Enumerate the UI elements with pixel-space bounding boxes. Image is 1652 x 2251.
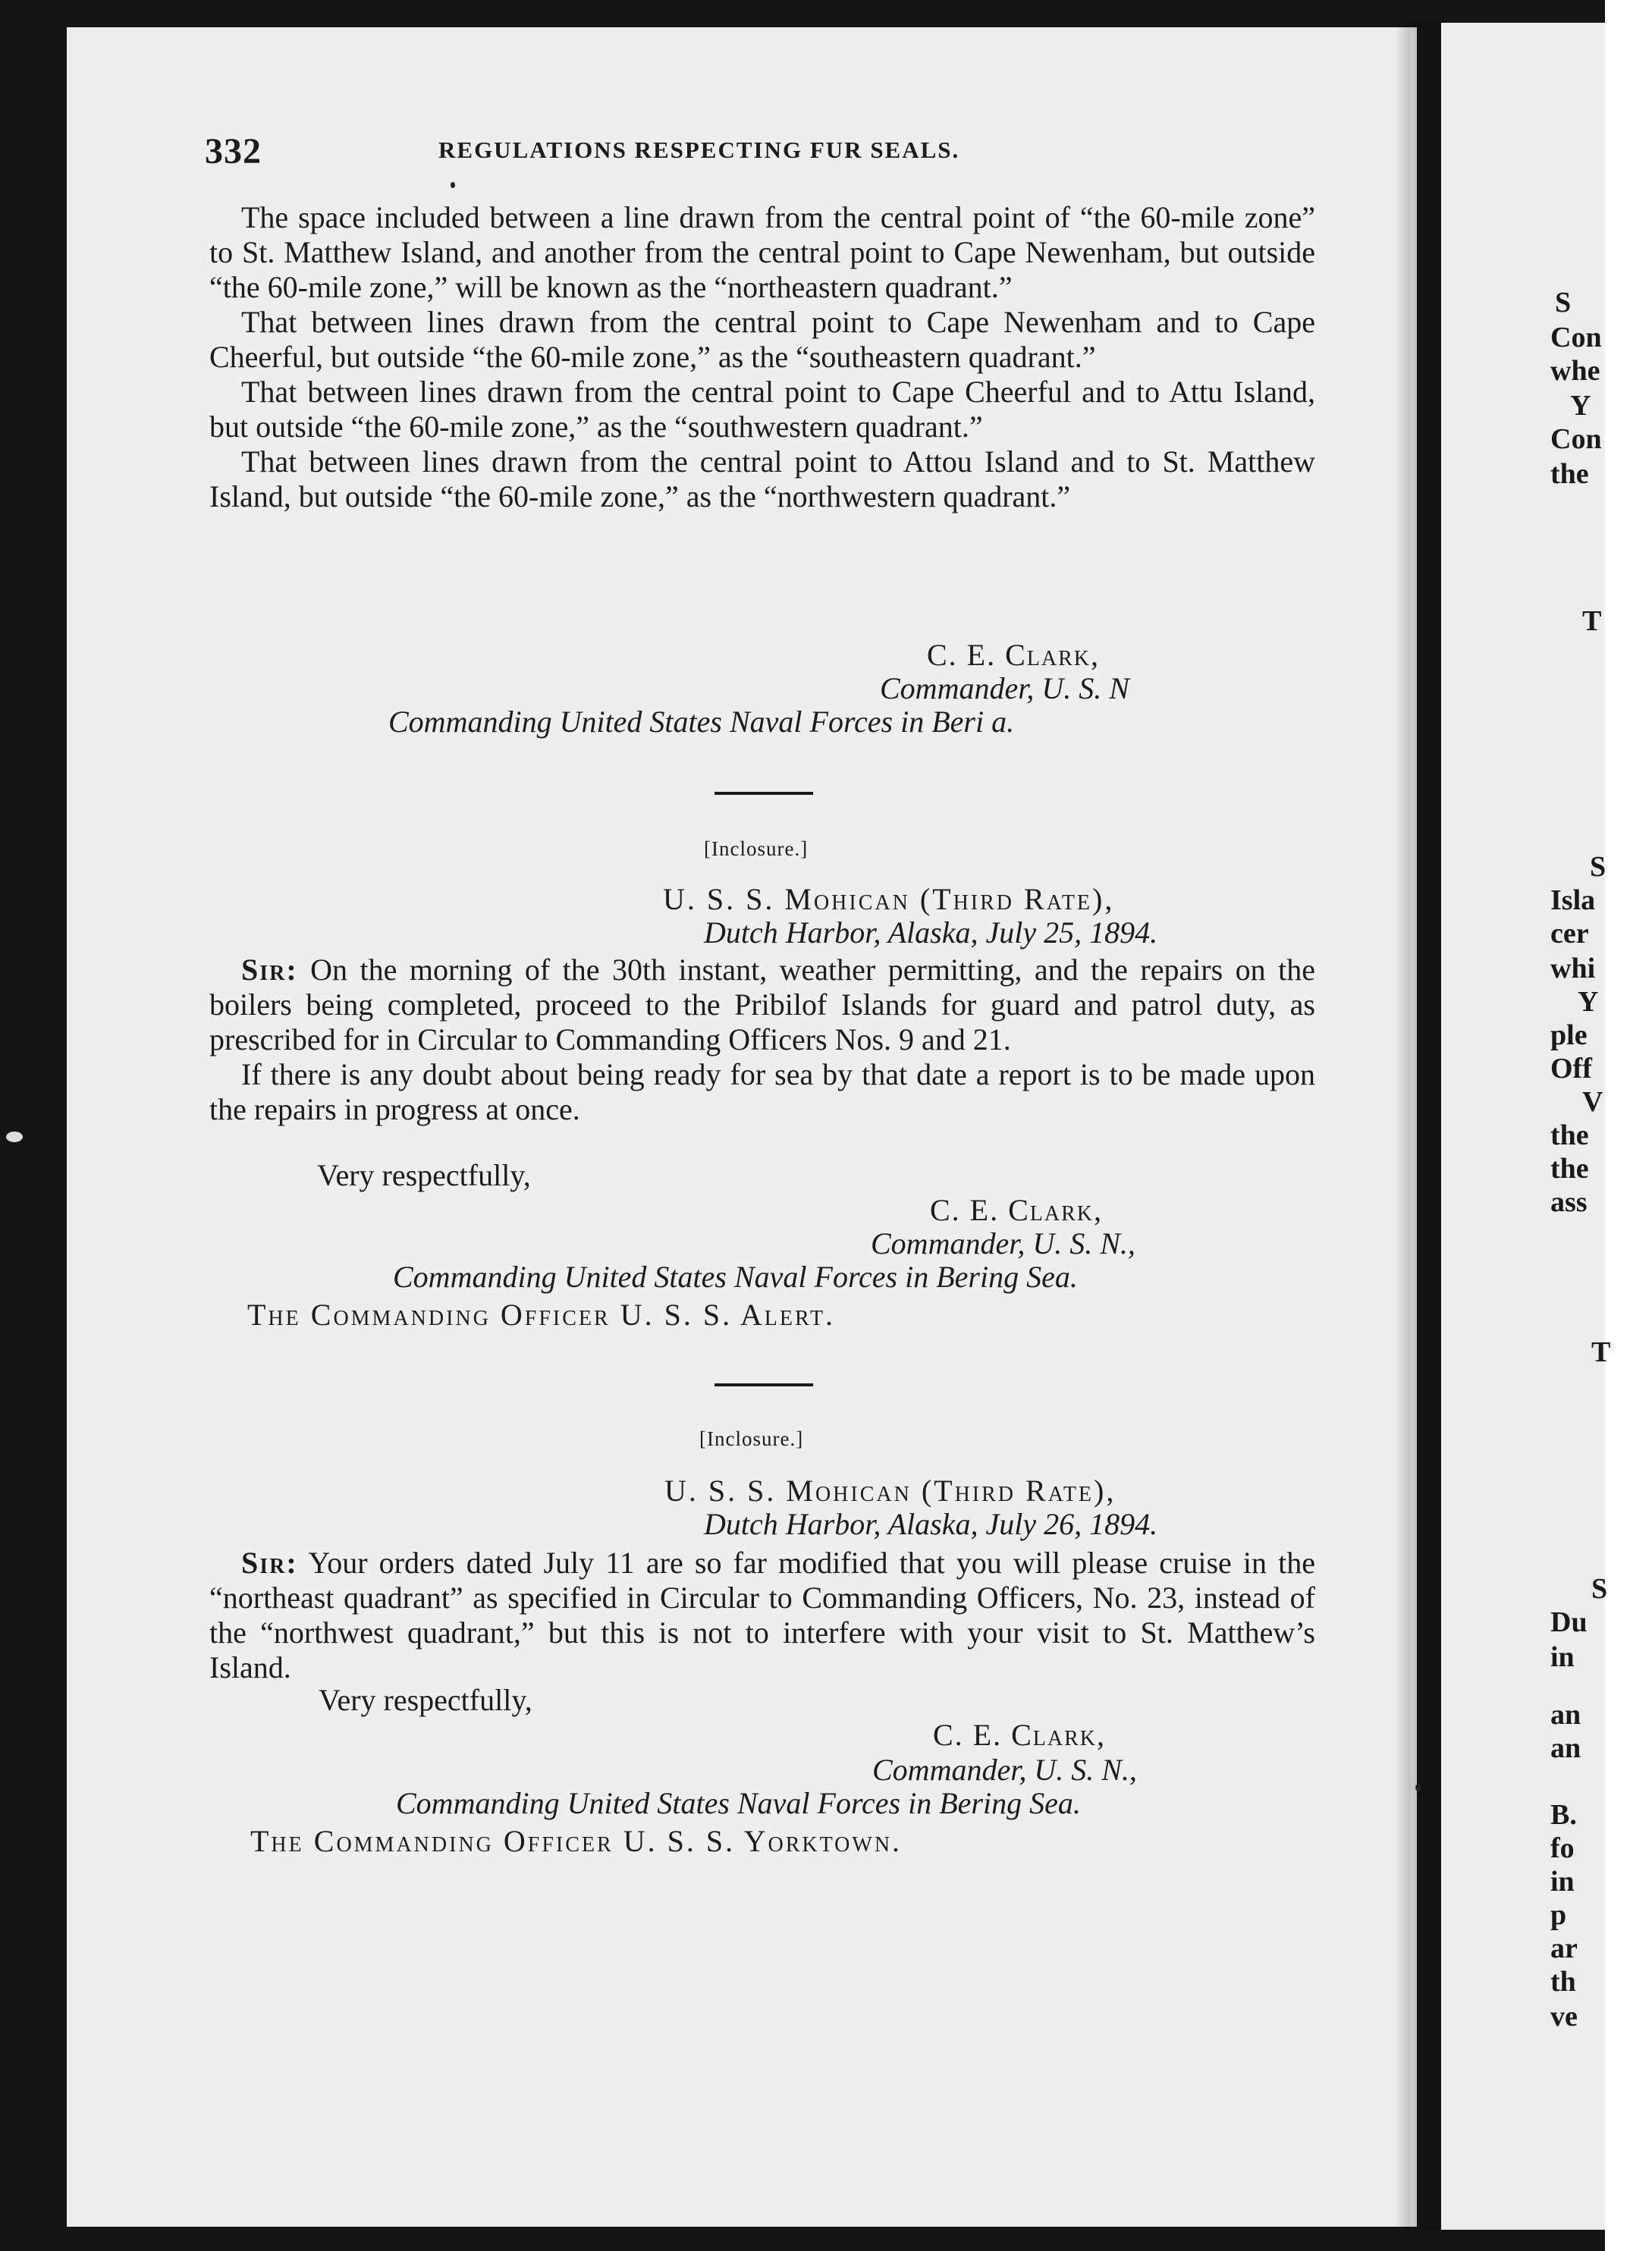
signature-rank: Commander, U. S. N., — [871, 1226, 1135, 1260]
paragraph-text: On the morning of the 30th instant, weather permitting, and the repairs on the boilers being completed, proceed to the Pribilof Islands for guard and patrol duty, as prescribed for in Circular to Commanding Officers Nos. 9 and 21. — [209, 953, 1315, 1056]
facing-fragment: Off — [1550, 1053, 1592, 1085]
facing-fragment: ass — [1550, 1186, 1588, 1218]
facing-fragment: Y — [1570, 390, 1591, 422]
facing-fragment: p — [1550, 1899, 1567, 1931]
section-divider — [715, 792, 813, 795]
addressee: The Commanding Officer U. S. S. Yorktown. — [250, 1824, 903, 1858]
inclosure-label: [Inclosure.] — [704, 837, 809, 860]
facing-fragment: S — [1555, 287, 1572, 319]
scan-speck — [451, 182, 455, 188]
facing-fragment: B. — [1550, 1799, 1577, 1831]
signature-name: C. E. Clark, — [927, 638, 1101, 672]
letterhead-ship: U. S. S. Mohican (Third Rate), — [664, 1474, 1117, 1508]
scan-border-left — [0, 0, 67, 2251]
facing-fragment: T — [1591, 1336, 1611, 1368]
letterhead-place-date: Dutch Harbor, Alaska, July 26, 1894. — [704, 1507, 1158, 1541]
paragraph: That between lines drawn from the central point to Cape Newenham and to Cape Cheerful, but outside “the 60-mile zone,” as the “southeastern quadrant.” — [209, 305, 1315, 374]
facing-fragment: in — [1550, 1641, 1575, 1673]
facing-fragment: an — [1550, 1732, 1581, 1764]
salutation: Sir: — [241, 1546, 298, 1580]
facing-fragment: Du — [1550, 1606, 1588, 1638]
page-header — [205, 130, 1320, 171]
signature-command: Commanding United States Naval Forces in Bering Sea. — [396, 1786, 1081, 1820]
closing: Very respectfully, — [319, 1683, 532, 1717]
closing: Very respectfully, — [317, 1158, 531, 1192]
signature-name: C. E. Clark, — [933, 1718, 1107, 1752]
facing-fragment: whe — [1550, 355, 1600, 387]
scan-border-bottom — [0, 2227, 1605, 2251]
letter-body — [209, 953, 1315, 1127]
signature-command: Commanding United States Naval Forces in Bering Sea. — [393, 1260, 1078, 1294]
facing-fragment: S — [1590, 851, 1606, 883]
paragraph — [209, 1546, 1315, 1685]
letterhead-place-date: Dutch Harbor, Alaska, July 25, 1894. — [704, 915, 1158, 950]
paragraph: The space included between a line drawn from the central point of “the 60-mile zone” to St. Matthew Island, and another from the central point to Cape Newenham, but outside “the 60-mile zone,” will be known as the “northeastern quadrant.” — [209, 200, 1315, 304]
letterhead-ship: U. S. S. Mohican (Third Rate), — [663, 882, 1115, 916]
facing-fragment: the — [1550, 1119, 1589, 1151]
facing-fragment: an — [1550, 1699, 1581, 1731]
facing-fragment: fo — [1550, 1832, 1575, 1864]
letter-body — [209, 1546, 1315, 1685]
signature-rank: Commander, U. S. N., — [872, 1753, 1137, 1787]
addressee: The Commanding Officer U. S. S. Alert. — [247, 1298, 836, 1332]
signature-command: Commanding United States Naval Forces in Beri a. — [388, 705, 1015, 739]
facing-fragment: Y — [1578, 986, 1599, 1018]
facing-fragment: Isla — [1550, 884, 1596, 916]
facing-fragment: V — [1582, 1086, 1603, 1118]
scan-border-top — [0, 0, 1605, 27]
facing-fragment: whi — [1550, 953, 1596, 984]
facing-fragment: cer — [1550, 918, 1589, 950]
scan-speck — [6, 1132, 23, 1142]
facing-fragment: S — [1591, 1573, 1608, 1605]
signature-rank: Commander, U. S. N — [880, 671, 1129, 705]
facing-fragment: ve — [1550, 2001, 1578, 2033]
facing-fragment: ar — [1550, 1932, 1578, 1964]
quadrant-definitions — [209, 200, 1315, 514]
facing-fragment: the — [1550, 1153, 1589, 1185]
facing-fragment: T — [1582, 605, 1602, 637]
facing-fragment: Con — [1550, 423, 1602, 455]
facing-fragment: Con — [1550, 322, 1602, 353]
paragraph: If there is any doubt about being ready for sea by that date a report is to be made upon the repairs in progress at once. — [209, 1057, 1315, 1126]
paragraph: That between lines drawn from the central point to Attou Island and to St. Matthew Island, but outside “the 60-mile zone,” as the “northwestern quadrant.” — [209, 444, 1315, 513]
paragraph: That between lines drawn from the central point to Cape Cheerful and to Attu Island, but outside “the 60-mile zone,” as the “southwestern quadrant.” — [209, 375, 1315, 444]
salutation: Sir: — [241, 953, 298, 987]
facing-fragment: ple — [1550, 1019, 1588, 1051]
paragraph-text: Your orders dated July 11 are so far modified that you will please cruise in the “northeast quadrant” as specified in Circular to Commanding Officers, No. 23, instead of the “northwest quadrant,” but this is not to interfere with your visit to St. Matthew’s Island. — [209, 1546, 1315, 1684]
section-divider — [715, 1383, 813, 1386]
inclosure-label: [Inclosure.] — [699, 1427, 804, 1450]
page-gutter — [1417, 23, 1441, 2230]
signature-name: C. E. Clark, — [930, 1193, 1104, 1227]
paragraph — [209, 953, 1315, 1057]
running-head: REGULATIONS RESPECTING FUR SEALS. — [438, 137, 960, 163]
facing-fragment: the — [1550, 458, 1589, 490]
scan-speck — [1415, 1784, 1421, 1791]
facing-fragment: th — [1550, 1966, 1576, 1998]
facing-fragment: in — [1550, 1866, 1575, 1898]
page-number: 332 — [205, 131, 262, 171]
